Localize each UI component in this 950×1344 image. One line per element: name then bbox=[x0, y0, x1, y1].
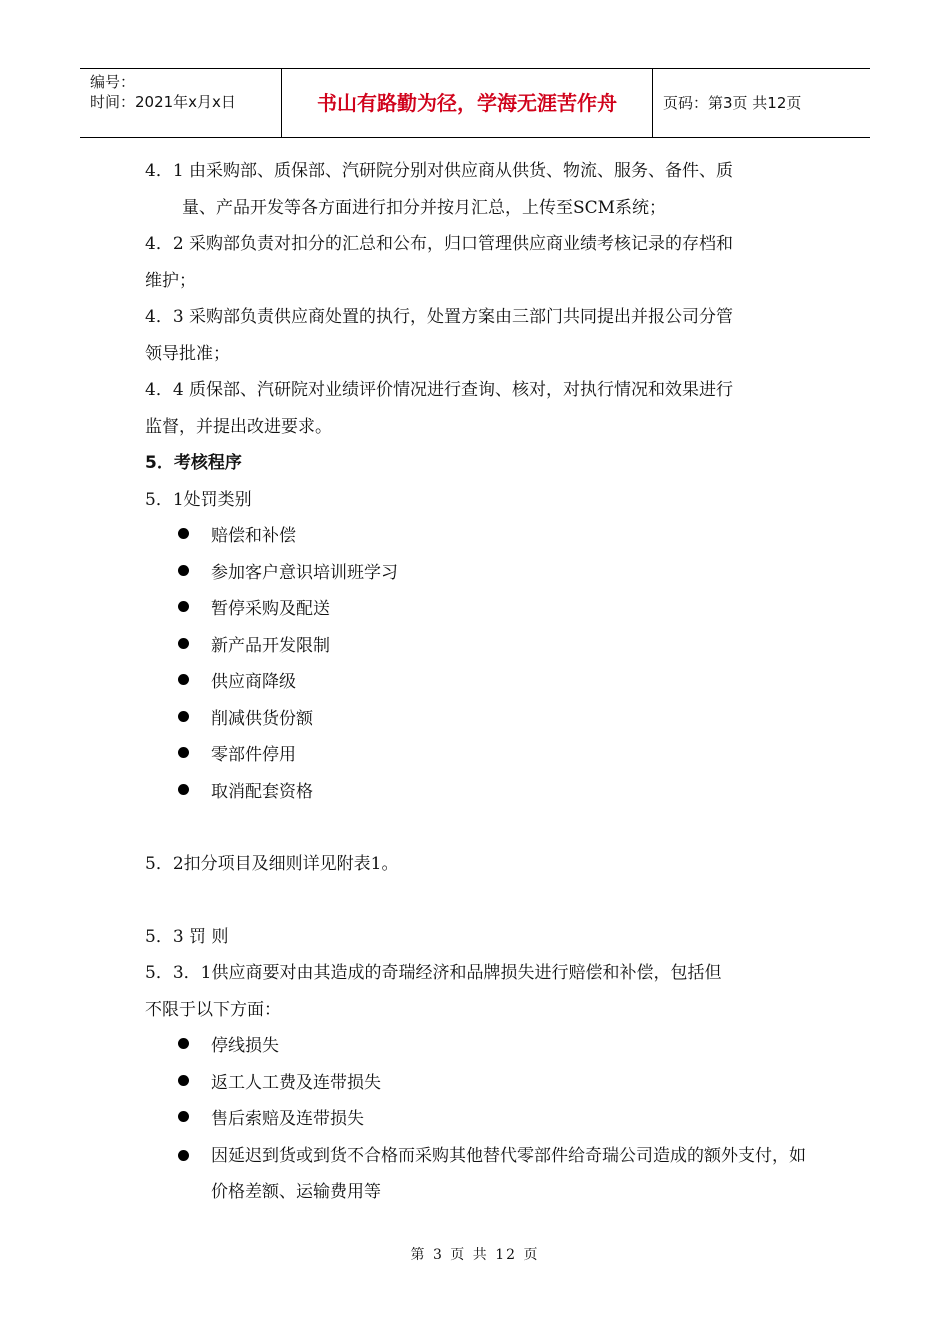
header-page-label: 页码：第3页 共12页 bbox=[663, 94, 802, 112]
para-4-4-line1: 4．4 质保部、汽研院对业绩评价情况进行查询、核对，对执行情况和效果进行 bbox=[145, 380, 734, 400]
section-5-2: 5．2扣分项目及细则详见附表1。 bbox=[145, 854, 399, 874]
document-header bbox=[80, 68, 870, 138]
bullet-icon bbox=[178, 601, 189, 612]
para-4-1-line1: 4．1 由采购部、质保部、汽研院分别对供应商从供货、物流、服务、备件、质 bbox=[145, 161, 734, 181]
page-footer: 第 3 页 共 12 页 bbox=[410, 1247, 540, 1263]
para-4-2-line1: 4．2 采购部负责对扣分的汇总和公布，归口管理供应商业绩考核记录的存档和 bbox=[145, 234, 734, 254]
para-4-4-line2: 监督，并提出改进要求。 bbox=[145, 417, 332, 437]
list-item: 返工人工费及连带损失 bbox=[178, 1066, 381, 1100]
bullet-icon bbox=[178, 1075, 189, 1086]
bullet-icon bbox=[178, 638, 189, 649]
section-5-3-1-line2: 不限于以下方面： bbox=[145, 1000, 281, 1020]
section-5-3-1-line1: 5．3．1供应商要对由其造成的奇瑞经济和品牌损失进行赔偿和补偿，包括但 bbox=[145, 963, 722, 983]
bullet-icon bbox=[178, 1038, 189, 1049]
section-5-3-heading: 5．3 罚 则 bbox=[145, 927, 229, 947]
list-item: 零部件停用 bbox=[178, 738, 296, 772]
list-item: 因延迟到货或到货不合格而采购其他替代零部件给奇瑞公司造成的额外支付，如价格差额、运输费用等 bbox=[178, 1138, 818, 1210]
para-4-1-line2: 量、产品开发等各方面进行扣分并按月汇总，上传至SCM系统； bbox=[182, 198, 667, 218]
bullet-icon bbox=[178, 747, 189, 758]
bullet-icon bbox=[178, 784, 189, 795]
date-label: 时间：2021年x月x日 bbox=[90, 93, 236, 111]
list-item: 取消配套资格 bbox=[178, 775, 313, 809]
bullet-icon bbox=[178, 1150, 189, 1161]
header-meta bbox=[80, 69, 282, 137]
section-5-heading: 5．考核程序 bbox=[145, 453, 242, 473]
list-item: 供应商降级 bbox=[178, 665, 296, 699]
list-item: 暂停采购及配送 bbox=[178, 592, 330, 626]
para-4-2-line2: 维护； bbox=[145, 271, 196, 291]
header-motto: 书山有路勤为径，学海无涯苦作舟 bbox=[282, 69, 653, 137]
bullet-icon bbox=[178, 711, 189, 722]
para-4-3-line1: 4．3 采购部负责供应商处置的执行，处置方案由三部门共同提出并报公司分管 bbox=[145, 307, 734, 327]
para-4-3-line2: 领导批准； bbox=[145, 344, 230, 364]
list-item: 新产品开发限制 bbox=[178, 629, 330, 663]
list-item: 参加客户意识培训班学习 bbox=[178, 556, 398, 590]
number-label: 编号： bbox=[90, 73, 136, 91]
list-item: 停线损失 bbox=[178, 1029, 279, 1063]
list-item: 削减供货份额 bbox=[178, 702, 313, 736]
section-5-1-heading: 5．1处罚类别 bbox=[145, 490, 252, 510]
bullet-icon bbox=[178, 528, 189, 539]
bullet-icon bbox=[178, 1111, 189, 1122]
list-item: 售后索赔及连带损失 bbox=[178, 1102, 364, 1136]
bullet-icon bbox=[178, 565, 189, 576]
bullet-icon bbox=[178, 674, 189, 685]
list-item: 赔偿和补偿 bbox=[178, 519, 296, 553]
